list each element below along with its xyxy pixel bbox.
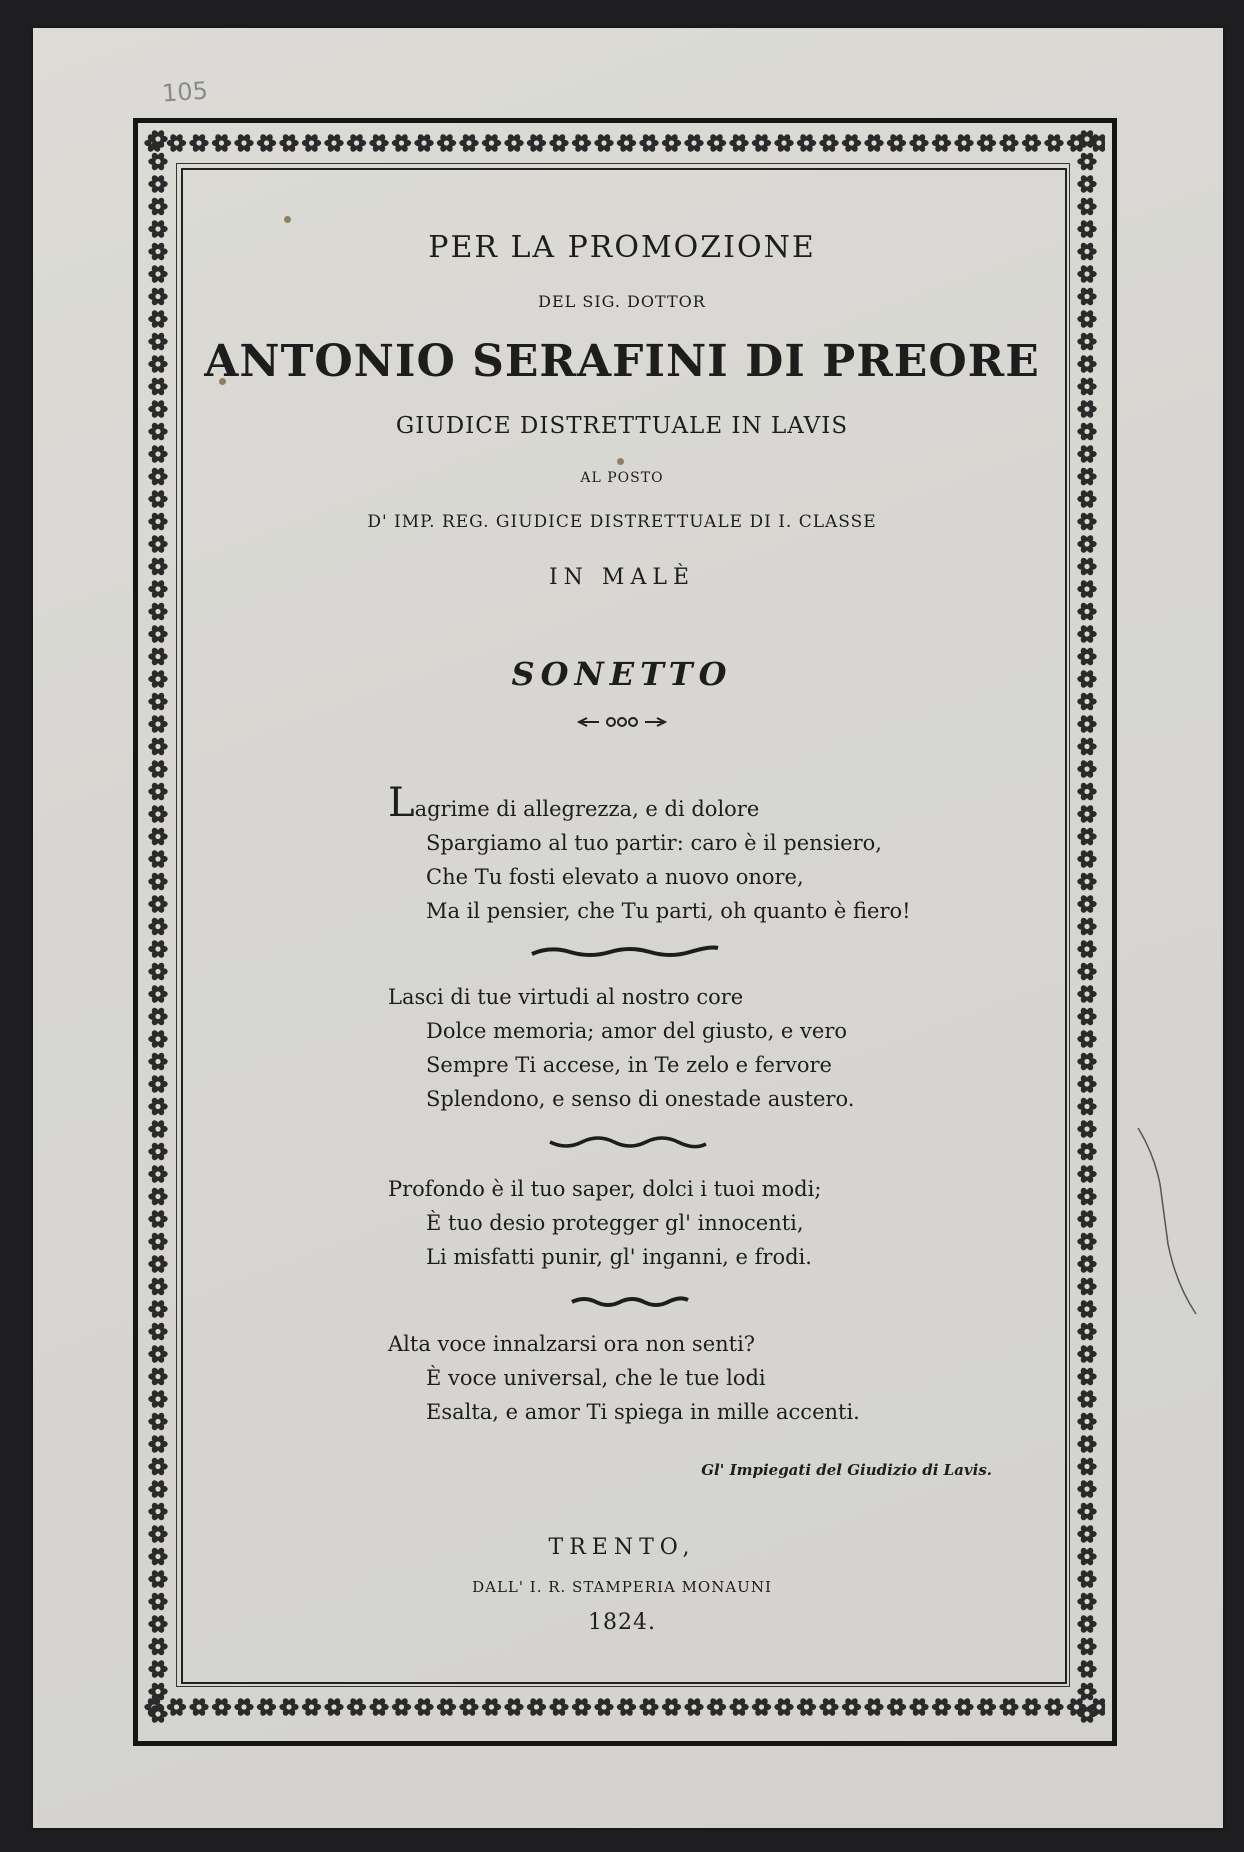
- rosette-ornament: [707, 133, 726, 153]
- rosette-ornament: [148, 1411, 167, 1431]
- rosette-ornament: [1077, 1344, 1096, 1364]
- header-line-5: D' IMP. REG. GIUDICE DISTRETTUALE DI I. CLASSE: [367, 512, 877, 532]
- rosette-ornament: [1077, 849, 1096, 869]
- rosette-ornament: [148, 1074, 167, 1094]
- rosette-ornament: [369, 133, 388, 153]
- rosette-ornament: [864, 133, 883, 153]
- rosette-ornament: [1022, 1697, 1041, 1717]
- rosette-ornament: [977, 133, 996, 153]
- rosette-ornament: [932, 1697, 951, 1717]
- header-line-1: PER LA PROMOZIONE: [428, 230, 816, 265]
- ornament-band-bottom: [141, 1690, 1105, 1724]
- verse-line: Spargiamo al tuo partir: caro è il pensiero,: [426, 831, 882, 855]
- rosette-ornament: [842, 1697, 861, 1717]
- rosette-ornament: [662, 133, 681, 153]
- rosette-ornament: [459, 133, 478, 153]
- rosette-ornament: [1044, 1697, 1063, 1717]
- rosette-ornament: [1077, 1366, 1096, 1386]
- rosette-ornament: [527, 133, 546, 153]
- rosette-ornament: [1077, 1321, 1096, 1341]
- rosette-ornament: [1077, 534, 1096, 554]
- rosette-ornament: [909, 1697, 928, 1717]
- rosette-ornament: [1077, 1164, 1096, 1184]
- rosette-ornament: [1077, 1074, 1096, 1094]
- rosette-ornament: [797, 1697, 816, 1717]
- rosette-ornament: [257, 133, 276, 153]
- rosette-ornament: [1077, 916, 1096, 936]
- rosette-ornament: [1077, 174, 1096, 194]
- title-ornament: [577, 712, 667, 732]
- header-line-3: GIUDICE DISTRETTUALE IN LAVIS: [395, 413, 849, 439]
- rosette-ornament: [504, 133, 523, 153]
- rosette-ornament: [148, 1209, 167, 1229]
- verse-line: Che Tu fosti elevato a nuovo onore,: [426, 865, 804, 889]
- rosette-ornament: [639, 133, 658, 153]
- rosette-ornament: [1077, 1411, 1096, 1431]
- verse-line: Alta voce innalzarsi ora non senti?: [388, 1332, 756, 1356]
- rosette-ornament: [148, 984, 167, 1004]
- rosette-ornament: [1077, 1299, 1096, 1319]
- rosette-ornament: [148, 309, 167, 329]
- rosette-ornament: [482, 1697, 501, 1717]
- rosette-ornament: [729, 1697, 748, 1717]
- rosette-ornament: [1077, 1051, 1096, 1071]
- rosette-ornament: [752, 1697, 771, 1717]
- header-line-6: IN MALÈ: [548, 565, 696, 590]
- rosette-ornament: [1077, 1006, 1096, 1026]
- rosette-ornament: [148, 714, 167, 734]
- rosette-ornament: [148, 691, 167, 711]
- rosette-ornament: [549, 1697, 568, 1717]
- rosette-ornament: [148, 1501, 167, 1521]
- rosette-ornament: [414, 133, 433, 153]
- rosette-ornament: [527, 1697, 546, 1717]
- rosette-ornament: [148, 1006, 167, 1026]
- stanza-2: [388, 980, 854, 1116]
- rosette-ornament: [1077, 1141, 1096, 1161]
- header-line-4: AL POSTO: [580, 470, 664, 486]
- rosette-ornament: [1077, 759, 1096, 779]
- stanza-4: [388, 1327, 860, 1429]
- rosette-ornament: [977, 1697, 996, 1717]
- rosette-ornament: [148, 151, 167, 171]
- rosette-ornament: [797, 133, 816, 153]
- rosette-ornament: [148, 1704, 167, 1724]
- rosette-ornament: [594, 133, 613, 153]
- rosette-ornament: [1077, 1119, 1096, 1139]
- rosette-ornament: [437, 1697, 456, 1717]
- signature: Gl' Impiegati del Giudizio di Lavis.: [701, 1461, 992, 1479]
- rosette-ornament: [148, 759, 167, 779]
- rosette-ornament: [1077, 624, 1096, 644]
- rosette-ornament: [482, 133, 501, 153]
- rosette-ornament: [148, 129, 167, 149]
- rosette-ornament: [1044, 133, 1063, 153]
- rosette-ornament: [302, 133, 321, 153]
- foxing-spot: [617, 458, 624, 465]
- poem-title: SONETTO: [511, 655, 733, 693]
- rosette-ornament: [148, 939, 167, 959]
- rosette-ornament: [572, 133, 591, 153]
- rosette-ornament: [707, 1697, 726, 1717]
- imprint-printer: DALL' I. R. STAMPERIA MONAUNI: [472, 1578, 772, 1596]
- rosette-ornament: [594, 1697, 613, 1717]
- rosette-ornament: [148, 264, 167, 284]
- rosette-ornament: [1077, 264, 1096, 284]
- rosette-ornament: [572, 1697, 591, 1717]
- rosette-ornament: [819, 1697, 838, 1717]
- rosette-ornament: [148, 871, 167, 891]
- rosette-ornament: [1077, 1659, 1096, 1679]
- rosette-ornament: [148, 1344, 167, 1364]
- drop-cap: L: [388, 780, 415, 826]
- rosette-ornament: [1077, 601, 1096, 621]
- rosette-ornament: [212, 1697, 231, 1717]
- rosette-ornament: [639, 1697, 658, 1717]
- rosette-ornament: [148, 1659, 167, 1679]
- swirl-divider-2: [548, 1136, 708, 1152]
- rosette-ornament: [1077, 1681, 1096, 1701]
- rosette-ornament: [148, 826, 167, 846]
- verse-line: È voce universal, che le tue lodi: [426, 1366, 766, 1390]
- rosette-ornament: [148, 1029, 167, 1049]
- rosette-ornament: [617, 133, 636, 153]
- rosette-ornament: [148, 1321, 167, 1341]
- rosette-ornament: [148, 1681, 167, 1701]
- rosette-ornament: [148, 1164, 167, 1184]
- verse-line: Ma il pensier, che Tu parti, oh quanto è fiero!: [426, 899, 911, 923]
- rosette-ornament: [819, 133, 838, 153]
- rosette-ornament: [148, 1141, 167, 1161]
- rosette-ornament: [148, 624, 167, 644]
- rosette-ornament: [324, 133, 343, 153]
- rosette-ornament: [279, 1697, 298, 1717]
- rosette-ornament: [1077, 129, 1096, 149]
- verse-line: Splendono, e senso di onestade austero.: [426, 1087, 855, 1111]
- rosette-ornament: [1077, 1389, 1096, 1409]
- rosette-ornament: [1077, 1209, 1096, 1229]
- verse-line: Esalta, e amor Ti spiega in mille accenti.: [426, 1400, 860, 1424]
- rosette-ornament: [504, 1697, 523, 1717]
- rosette-ornament: [1077, 691, 1096, 711]
- rosette-ornament: [1022, 133, 1041, 153]
- archive-number: 105: [161, 76, 209, 108]
- rosette-ornament: [212, 133, 231, 153]
- rosette-ornament: [774, 1697, 793, 1717]
- verse-line: Dolce memoria; amor del giusto, e vero: [426, 1019, 848, 1043]
- rosette-ornament: [864, 1697, 883, 1717]
- rosette-ornament: [1077, 1029, 1096, 1049]
- rosette-ornament: [148, 1366, 167, 1386]
- rosette-ornament: [148, 1276, 167, 1296]
- rosette-ornament: [1077, 804, 1096, 824]
- rosette-ornament: [148, 736, 167, 756]
- rosette-ornament: [234, 1697, 253, 1717]
- rosette-ornament: [324, 1697, 343, 1717]
- rosette-ornament: [392, 1697, 411, 1717]
- rosette-ornament: [148, 1231, 167, 1251]
- rosette-ornament: [909, 133, 928, 153]
- rosette-ornament: [148, 804, 167, 824]
- stanza-3: [388, 1172, 821, 1274]
- rosette-ornament: [1077, 736, 1096, 756]
- rosette-ornament: [684, 1697, 703, 1717]
- rosette-ornament: [1077, 1231, 1096, 1251]
- rosette-ornament: [347, 133, 366, 153]
- rosette-ornament: [392, 133, 411, 153]
- rosette-ornament: [148, 1051, 167, 1071]
- rosette-ornament: [1077, 1186, 1096, 1206]
- swirl-divider-3: [570, 1294, 690, 1310]
- imprint-city: TRENTO,: [548, 1535, 696, 1560]
- rosette-ornament: [1077, 984, 1096, 1004]
- rosette-ornament: [1077, 1096, 1096, 1116]
- rosette-ornament: [148, 196, 167, 216]
- rosette-ornament: [887, 133, 906, 153]
- rosette-ornament: [437, 133, 456, 153]
- rosette-ornament: [279, 133, 298, 153]
- rosette-ornament: [148, 601, 167, 621]
- rosette-ornament: [1077, 894, 1096, 914]
- rosette-ornament: [1077, 1501, 1096, 1521]
- pencil-mark: [1134, 1124, 1204, 1324]
- verse-line: Lasci di tue virtudi al nostro core: [388, 985, 744, 1009]
- ornament-strip: [141, 1690, 1105, 1724]
- rosette-ornament: [1077, 151, 1096, 171]
- rosette-ornament: [148, 894, 167, 914]
- verse-line: Li misfatti punir, gl' inganni, e frodi.: [426, 1245, 812, 1269]
- rosette-ornament: [932, 133, 951, 153]
- rosette-ornament: [1077, 939, 1096, 959]
- rosette-ornament: [1077, 871, 1096, 891]
- verse-line: Profondo è il tuo saper, dolci i tuoi modi;: [388, 1177, 822, 1201]
- rosette-ornament: [887, 1697, 906, 1717]
- rosette-ornament: [148, 1186, 167, 1206]
- rosette-ornament: [729, 133, 748, 153]
- rosette-ornament: [148, 1389, 167, 1409]
- rosette-ornament: [148, 534, 167, 554]
- rosette-ornament: [148, 1254, 167, 1274]
- rosette-ornament: [189, 133, 208, 153]
- rosette-ornament: [1077, 714, 1096, 734]
- rosette-ornament: [617, 1697, 636, 1717]
- verse-line: È tuo desio protegger gl' innocenti,: [426, 1211, 804, 1235]
- rosette-ornament: [1077, 1704, 1096, 1724]
- rosette-ornament: [148, 444, 167, 464]
- rosette-ornament: [414, 1697, 433, 1717]
- rosette-ornament: [662, 1697, 681, 1717]
- rosette-ornament: [234, 133, 253, 153]
- rosette-ornament: [999, 133, 1018, 153]
- ornament-strip: [141, 126, 1105, 160]
- rosette-ornament: [999, 1697, 1018, 1717]
- rosette-ornament: [459, 1697, 478, 1717]
- rosette-ornament: [752, 133, 771, 153]
- rosette-ornament: [1077, 961, 1096, 981]
- honoree-name: ANTONIO SERAFINI DI PREORE: [204, 336, 1040, 387]
- rosette-ornament: [148, 1636, 167, 1656]
- verse-line: Sempre Ti accese, in Te zelo e fervore: [426, 1053, 832, 1077]
- rosette-ornament: [189, 1697, 208, 1717]
- rosette-ornament: [148, 961, 167, 981]
- rosette-ornament: [148, 1434, 167, 1454]
- rosette-ornament: [148, 1479, 167, 1499]
- rosette-ornament: [684, 133, 703, 153]
- rosette-ornament: [774, 133, 793, 153]
- rosette-ornament: [302, 1697, 321, 1717]
- rosette-ornament: [1077, 196, 1096, 216]
- verse-line: agrime di allegrezza, e di dolore: [414, 797, 760, 821]
- foxing-spot: [284, 216, 291, 223]
- rosette-ornament: [1077, 1276, 1096, 1296]
- rosette-ornament: [148, 1119, 167, 1139]
- rosette-ornament: [1077, 781, 1096, 801]
- ornament-band-top: [141, 126, 1105, 160]
- rosette-ornament: [954, 133, 973, 153]
- rosette-ornament: [347, 1697, 366, 1717]
- rosette-ornament: [148, 916, 167, 936]
- rosette-ornament: [842, 133, 861, 153]
- swirl-divider-1: [530, 944, 720, 960]
- rosette-ornament: [148, 781, 167, 801]
- rosette-ornament: [1077, 489, 1096, 509]
- rosette-ornament: [954, 1697, 973, 1717]
- rosette-ornament: [1077, 826, 1096, 846]
- rosette-ornament: [1077, 309, 1096, 329]
- rosette-ornament: [1077, 1254, 1096, 1274]
- rosette-ornament: [1077, 1456, 1096, 1476]
- rosette-ornament: [1077, 1434, 1096, 1454]
- rosette-ornament: [1077, 1636, 1096, 1656]
- imprint-year: 1824.: [588, 1610, 656, 1635]
- rosette-ornament: [369, 1697, 388, 1717]
- header-line-2: DEL SIG. DOTTOR: [538, 292, 706, 311]
- rosette-ornament: [148, 489, 167, 509]
- rosette-ornament: [148, 849, 167, 869]
- rosette-ornament: [148, 1299, 167, 1319]
- rosette-ornament: [1077, 444, 1096, 464]
- stanza-1: [388, 780, 911, 928]
- rosette-ornament: [549, 133, 568, 153]
- rosette-ornament: [148, 174, 167, 194]
- rosette-ornament: [1077, 1479, 1096, 1499]
- rosette-ornament: [257, 1697, 276, 1717]
- rosette-ornament: [148, 1096, 167, 1116]
